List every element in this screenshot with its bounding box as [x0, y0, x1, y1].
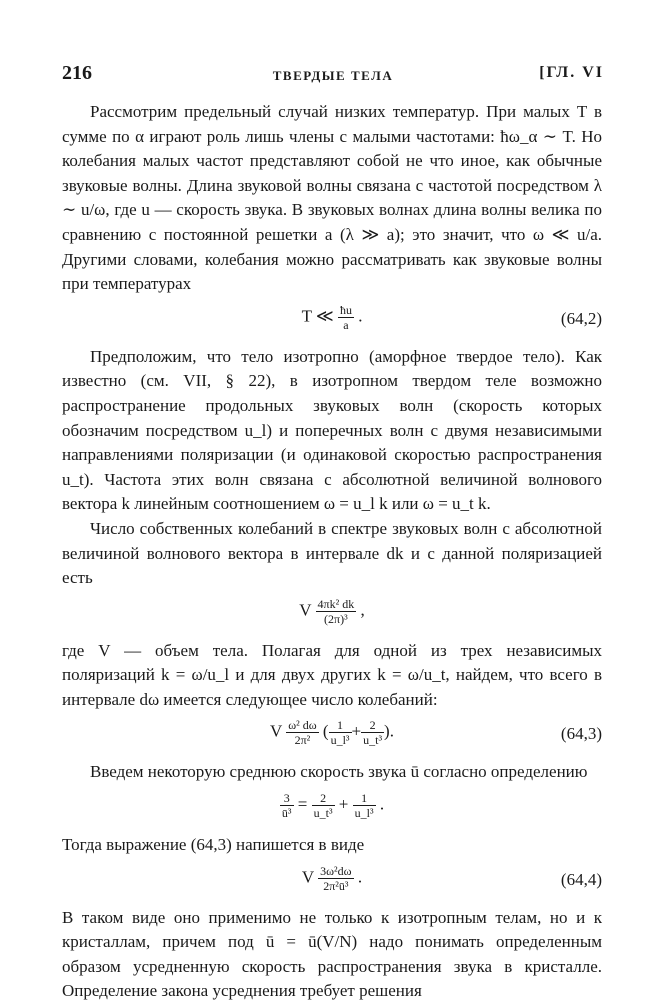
numerator: 2	[312, 791, 335, 806]
eq-lhs: T ≪	[301, 306, 334, 326]
eq-lhs: V	[270, 721, 282, 741]
denominator: 2π²	[294, 733, 311, 748]
fraction	[280, 791, 294, 820]
left-paren: (	[322, 721, 329, 741]
denominator: ū³	[281, 806, 292, 821]
fraction	[312, 791, 335, 820]
paragraph-isotropic: Предположим, что тело изотропно (аморфное твердое тело). Как известно (см. VII, § 22), в изотропном твердом теле возможно распространение продольных звуковых волн (скорость которых обозначим посредством u_l) и поперечных волн с двумя независимыми направлениями поляризации (и одинаковой скоростью распространения u_t). Частота этих волн связана с абсолютной величиной волнового вектора k линейным соотношением ω = u_l k или ω = u_t k.	[62, 346, 602, 514]
paragraph-mean-speed: Введем некоторую среднюю скорость звука ū согласно определению	[90, 762, 588, 782]
denominator: (2π)³	[324, 611, 348, 626]
eq-tail: ,	[360, 600, 365, 620]
page-body	[62, 100, 602, 1004]
numerator: ħu	[339, 302, 352, 317]
running-title: ТВЕРДЫЕ ТЕЛА	[272, 68, 394, 83]
fraction	[316, 597, 357, 626]
fraction	[329, 718, 352, 747]
paragraph-volume: где V — объем тела. Полагая для одной из трех независимых поляризаций k = ω/u_l и для двух других k = ω/u_t, найдем, что всего в интервале dω имеется следующее число колебаний:	[62, 640, 602, 709]
fraction	[286, 718, 318, 747]
eq-tail: .	[358, 306, 363, 326]
eq-lhs: V	[299, 600, 312, 620]
eq-tail: .	[357, 867, 363, 887]
equation-label: (64,2)	[560, 308, 602, 328]
equation-mean-speed-definition	[62, 785, 602, 833]
paragraph-rewrite: Тогда выражение (64,3) напишется в виде	[62, 835, 365, 855]
plus-sign: +	[351, 721, 362, 741]
plus-sign: +	[338, 794, 349, 814]
chapter-label: [ГЛ. VI	[539, 64, 604, 81]
fraction	[361, 718, 384, 747]
equation-64-3	[62, 712, 602, 760]
numerator: 4πk² dk	[317, 596, 355, 611]
paragraph-crystals: В таком виде оно применимо не только к изотропным телам, но и к кристаллам, причем под ū = ū(V/N) надо понимать определенным образом усредненную скорость распространения звука в кристалле. Определение закона усреднения требует решения	[62, 907, 602, 1001]
denominator: 2π²ū³	[323, 878, 349, 893]
right-paren: ).	[384, 721, 394, 741]
equals-sign: =	[297, 794, 308, 814]
eq-lhs: V	[301, 867, 314, 887]
equation-64-2	[62, 297, 602, 345]
numerator: ω² dω	[288, 718, 317, 733]
denominator: u_t³	[313, 806, 333, 821]
numerator: 1	[353, 791, 376, 806]
page-header	[62, 62, 604, 86]
numerator: 3	[280, 791, 294, 806]
numerator: 3ω²dω	[320, 863, 352, 878]
denominator: u_t³	[363, 733, 383, 748]
equation-label: (64,4)	[560, 869, 602, 889]
paragraph-mode-count: Число собственных колебаний в спектре звуковых волн с абсолютной величиной волнового вектора в интервале dk и с данной поляризацией есть	[62, 518, 602, 588]
equation-label: (64,3)	[560, 724, 602, 744]
numerator: 1	[329, 718, 352, 733]
denominator: u_l³	[354, 806, 374, 821]
fraction	[338, 303, 354, 332]
numerator: 2	[361, 718, 384, 733]
page-number: 216	[62, 62, 92, 84]
equation-mode-density	[62, 591, 602, 639]
fraction	[318, 864, 353, 893]
fraction	[353, 791, 376, 820]
denominator: a	[343, 317, 349, 332]
eq-tail: .	[379, 794, 385, 814]
denominator: u_l³	[330, 733, 350, 748]
equation-64-4	[62, 858, 602, 906]
paragraph-low-temperature: Рассмотрим предельный случай низких температур. При малых T в сумме по α играют роль лишь члены с малыми частотами: ħω_α ∼ T. Но колебания малых частот представляют собой не что иное, как обычные звуковые волны. Длина звуковой волны связана с частотой посредством λ ∼ u/ω, где u — скорость звука. В звуковых волнах длина волны велика по сравнению с постоянной решетки a (λ ≫ a); это значит, что ω ≪ u/a. Другими словами, колебания можно рассматривать как звуковые волны при температурах	[62, 102, 602, 294]
